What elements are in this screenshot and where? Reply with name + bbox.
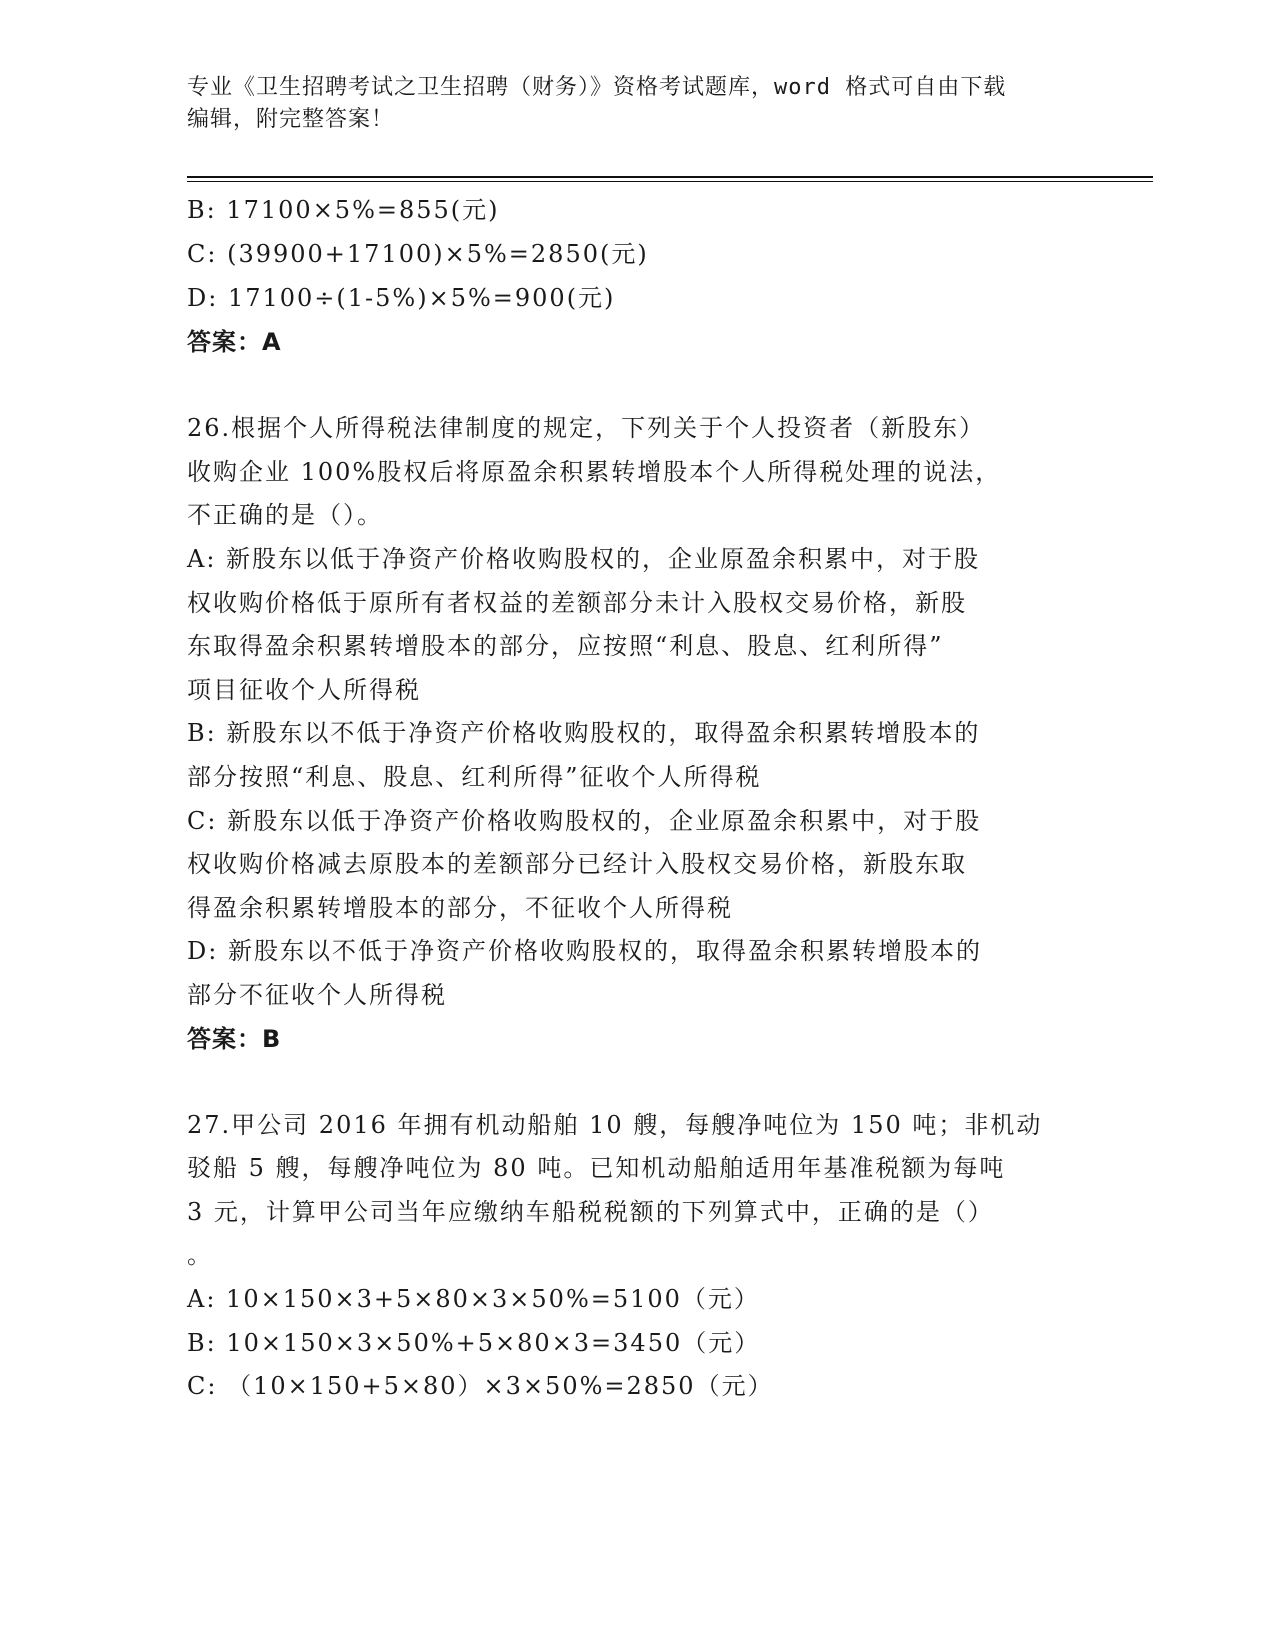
q26-option-a-line-2: 权收购价格低于原所有者权益的差额部分未计入股权交易价格，新股: [187, 589, 967, 617]
q26-option-a-line-3: 东取得盈余积累转增股本的部分，应按照“利息、股息、红利所得”: [187, 632, 944, 660]
q27-option-c: C: （10×150+5×80）×3×50%=2850（元）: [187, 1372, 774, 1400]
prev-option-c: C: (39900+17100)×5%=2850(元): [187, 240, 649, 268]
prev-option-b: B: 17100×5%=855(元): [187, 196, 500, 224]
q26-option-b-line-2: 部分按照“利息、股息、红利所得”征收个人所得税: [187, 763, 762, 791]
q27-stem-line-3: 3 元，计算甲公司当年应缴纳车船税税额的下列算式中，正确的是（）: [187, 1198, 994, 1226]
header-line-2: 编辑，附完整答案！: [187, 107, 395, 132]
q26-stem-line-2: 收购企业 100%股权后将原盈余积累转增股本个人所得税处理的说法，: [187, 458, 1002, 486]
prev-option-d: D: 17100÷(1-5%)×5%=900(元): [187, 284, 616, 312]
q26-option-b-line-1: B: 新股东以不低于净资产价格收购股权的，取得盈余积累转增股本的: [187, 719, 981, 747]
q26-option-c-line-1: C: 新股东以低于净资产价格收购股权的，企业原盈余积累中，对于股: [187, 807, 982, 835]
q27-option-a: A: 10×150×3+5×80×3×50%=5100（元）: [187, 1285, 760, 1313]
q26-option-c-line-3: 得盈余积累转增股本的部分，不征收个人所得税: [187, 894, 733, 922]
q27-stem-line-4: 。: [187, 1241, 213, 1269]
q27-stem-line-1: 27.甲公司 2016 年拥有机动船舶 10 艘，每艘净吨位为 150 吨；非机动: [187, 1111, 1043, 1139]
prev-answer: 答案：A: [187, 328, 282, 356]
q26-answer: 答案：B: [187, 1025, 282, 1053]
q26-option-c-line-2: 权收购价格减去原股本的差额部分已经计入股权交易价格，新股东取: [187, 850, 967, 878]
q26-option-a-line-4: 项目征收个人所得税: [187, 676, 421, 704]
q26-option-a-line-1: A: 新股东以低于净资产价格收购股权的，企业原盈余积累中，对于股: [187, 545, 981, 573]
q26-stem-line-1: 26.根据个人所得税法律制度的规定，下列关于个人投资者（新股东）: [187, 414, 986, 442]
header-line-1: 专业《卫生招聘考试之卫生招聘（财务）》资格考试题库，word 格式可自由下载: [187, 75, 1007, 100]
q27-option-b: B: 10×150×3×50%+5×80×3=3450（元）: [187, 1329, 761, 1357]
document-header: [187, 72, 1087, 136]
q26-option-d-line-1: D: 新股东以不低于净资产价格收购股权的，取得盈余积累转增股本的: [187, 937, 982, 965]
header-rule-thin: [187, 181, 1153, 182]
q27-stem-line-2: 驳船 5 艘，每艘净吨位为 80 吨。已知机动船舶适用年基准税额为每吨: [187, 1154, 1006, 1182]
q26-stem-line-3: 不正确的是（）。: [187, 501, 383, 529]
header-rule-thick: [187, 176, 1153, 178]
q26-option-d-line-2: 部分不征收个人所得税: [187, 981, 447, 1009]
